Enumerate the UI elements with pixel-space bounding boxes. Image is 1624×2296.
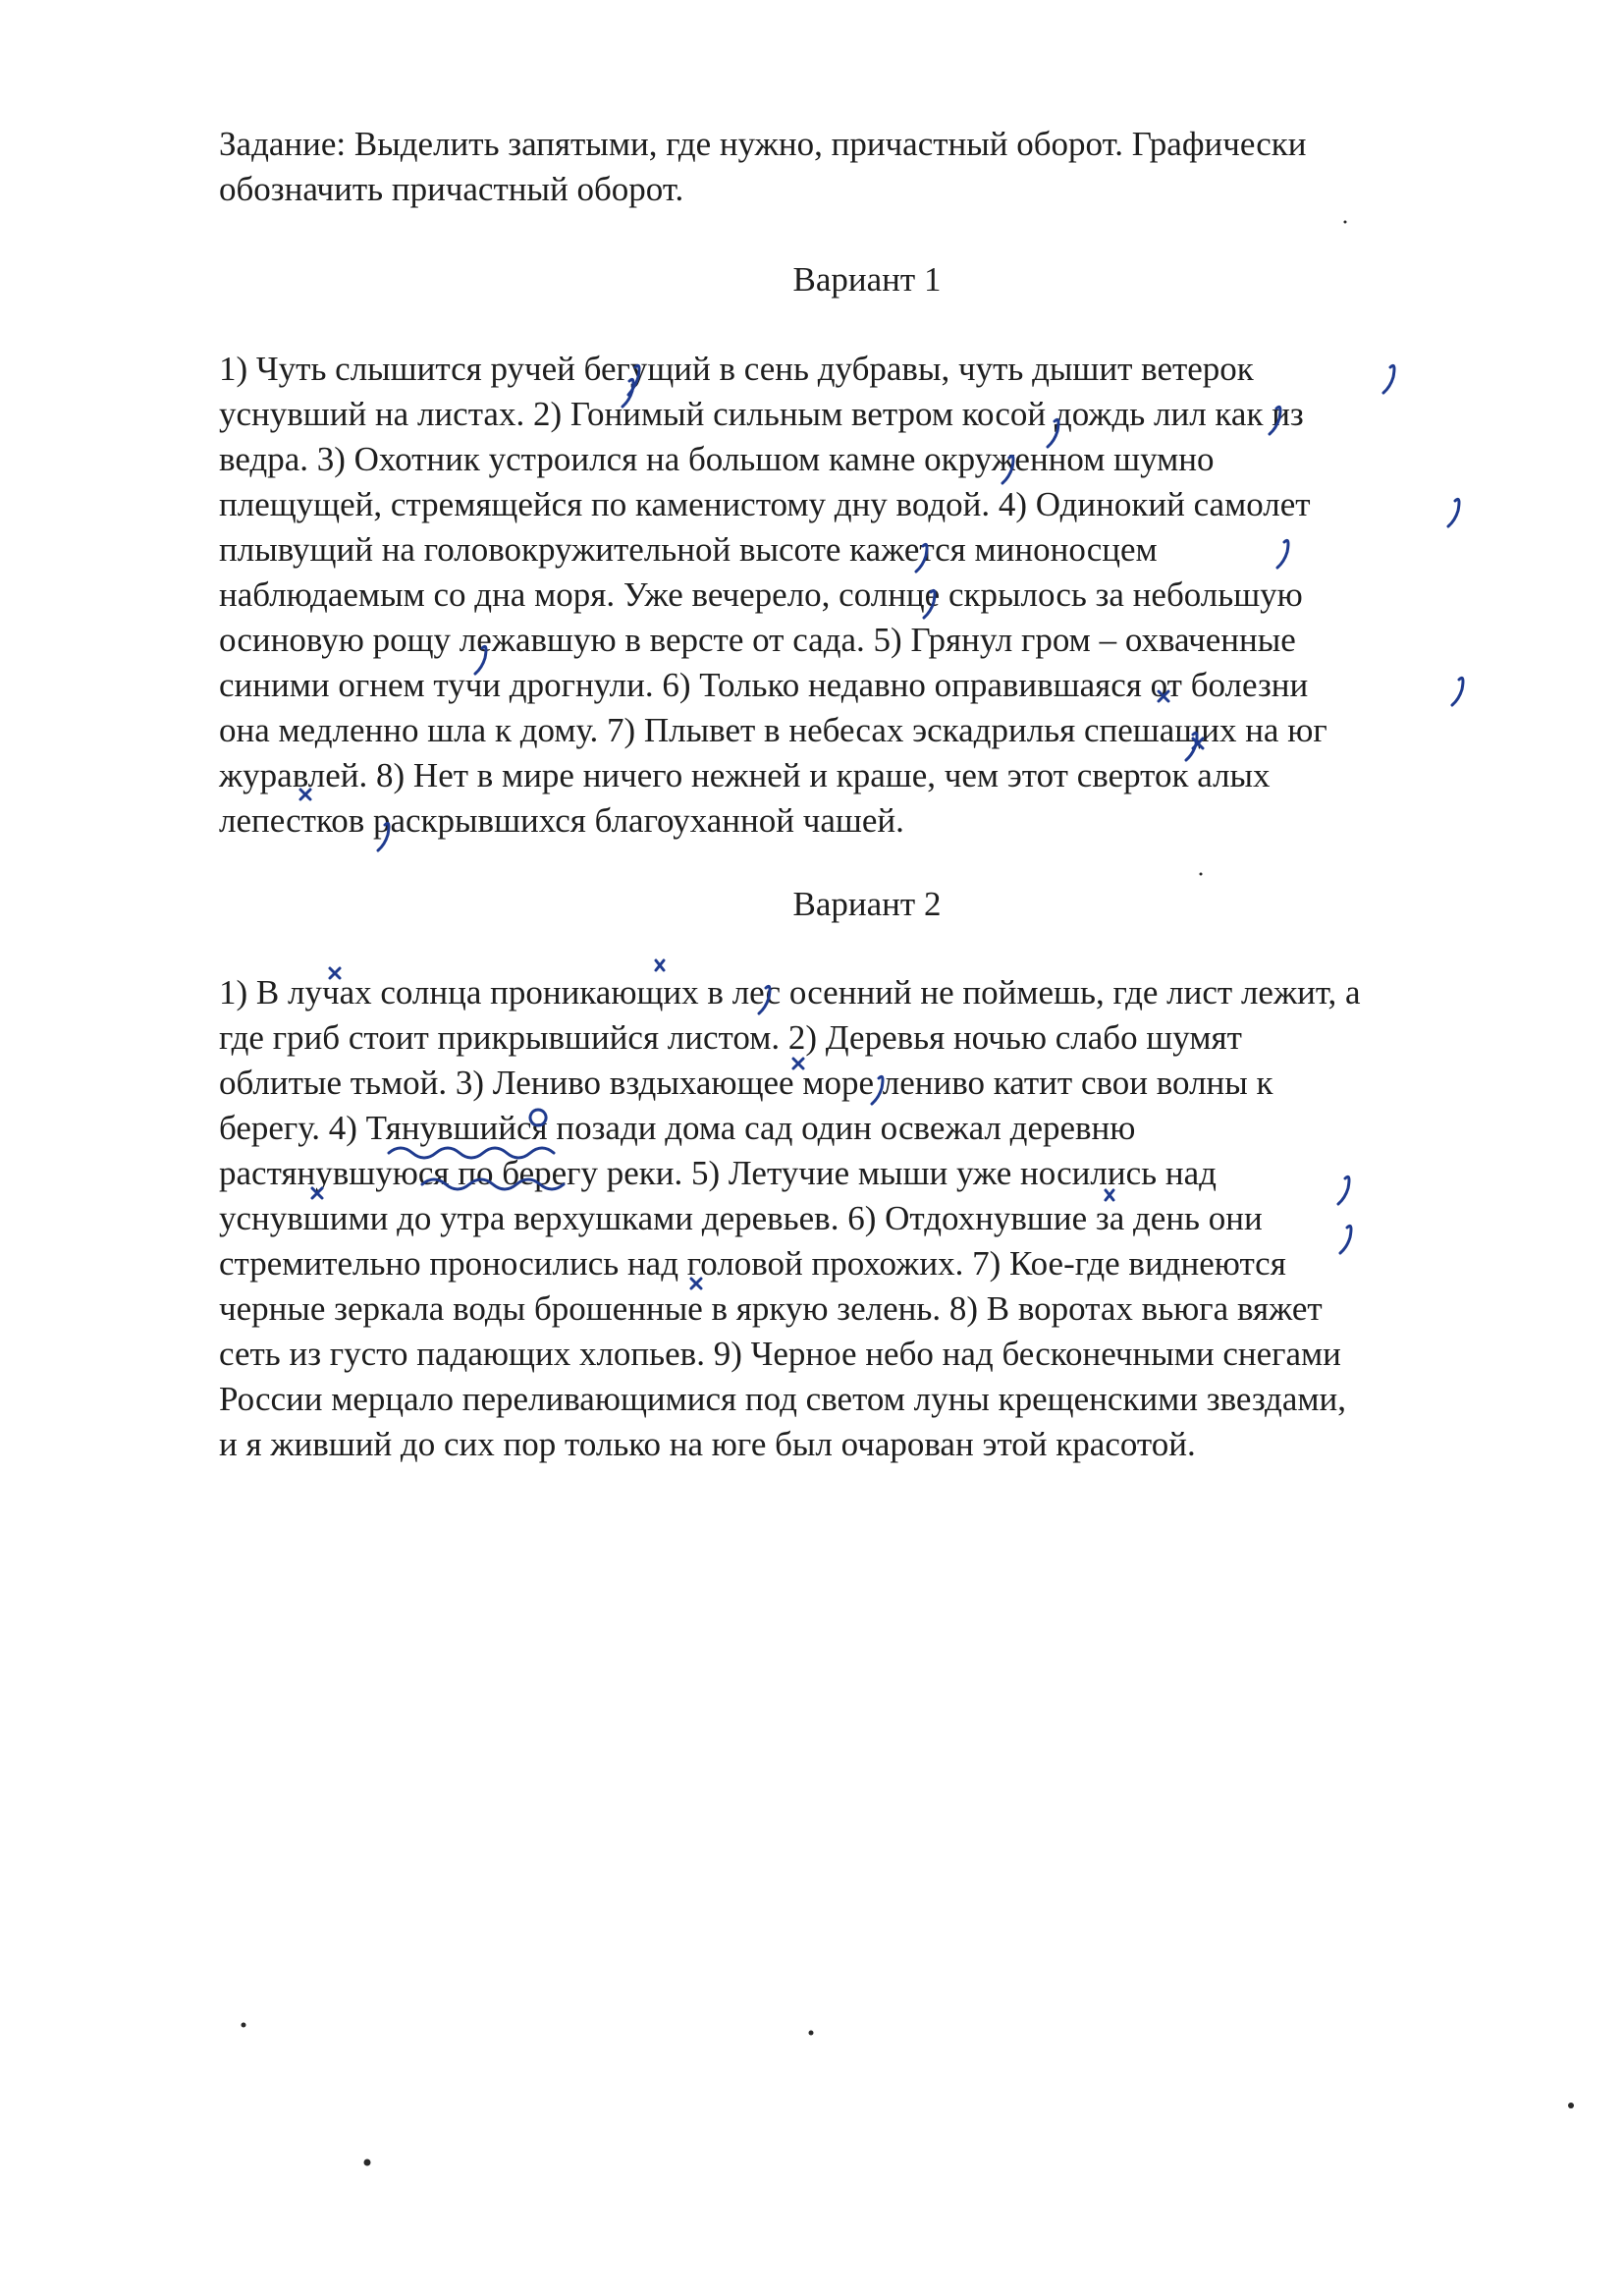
scan-speck: [1200, 873, 1203, 876]
scan-speck: [242, 2023, 246, 2028]
variant-2-exercises: 1) В лучах солнца проникающих в лес осенний не поймешь, где лист лежит, а где гриб стоит прикрывшийся листом. 2) Деревья ночью слабо шумят облитые тьмой. 3) Лениво вздыхающее море лениво катит свои волны к берегу. 4) Тянувшийся позади дома сад один освежал деревню растянувшуюся по берегу реки. 5) Летучие мыши уже носились над уснувшими до утра верхушками деревьев. 6) Отдохнувшие за день они стремительно проносились над головой прохожих. 7) Кое-где виднеются черные зеркала воды брошенные в яркую зелень. 8) В воротах вьюга вяжет сеть из густо падающих хлопьев. 9) Черное небо над бесконечными снегами России мерцало переливающимися под светом луны крещенскими звездами, и я живший до сих пор только на юге был очарован этой красотой.: [219, 973, 1361, 1463]
variant-2-title: Вариант 2: [792, 885, 942, 923]
ink-cross-mark: [656, 960, 664, 970]
variant-1-title: Вариант 1: [792, 260, 942, 299]
scan-speck: [1568, 2103, 1574, 2108]
variant-1-exercises: 1) Чуть слышится ручей бегущий в сень дубравы, чуть дышит ветерок уснувший на листах. 2) Гонимый сильным ветром косой дождь лил как из ведра. 3) Охотник устроился на большом камне окруженном шумно плещущей, стремящейся по каменистому дну водой. 4) Одинокий самолет плывущий на головокружительной высоте кажется миноносцем наблюдаемым со дна моря. Уже вечерело, солнце скрылось за небольшую осиновую рощу лежавшую в версте от сада. 5) Грянул гром – охваченные синими огнем тучи дрогнули. 6) Только недавно оправившаяся от болезни она медленно шла к дому. 7) Плывет в небесах эскадрилья спешащих на юг журавлей. 8) Нет в мире ничего нежней и краше, чем этот сверток алых лепестков раскрывшихся благоуханной чашей.: [219, 350, 1327, 840]
scan-speck: [364, 2159, 371, 2166]
task-instructions: Задание: Выделить запятыми, где нужно, причастный оборот. Графически обозначить причастный оборот.: [219, 125, 1307, 208]
scan-speck: [809, 2031, 814, 2036]
scan-speck: [1344, 221, 1347, 224]
